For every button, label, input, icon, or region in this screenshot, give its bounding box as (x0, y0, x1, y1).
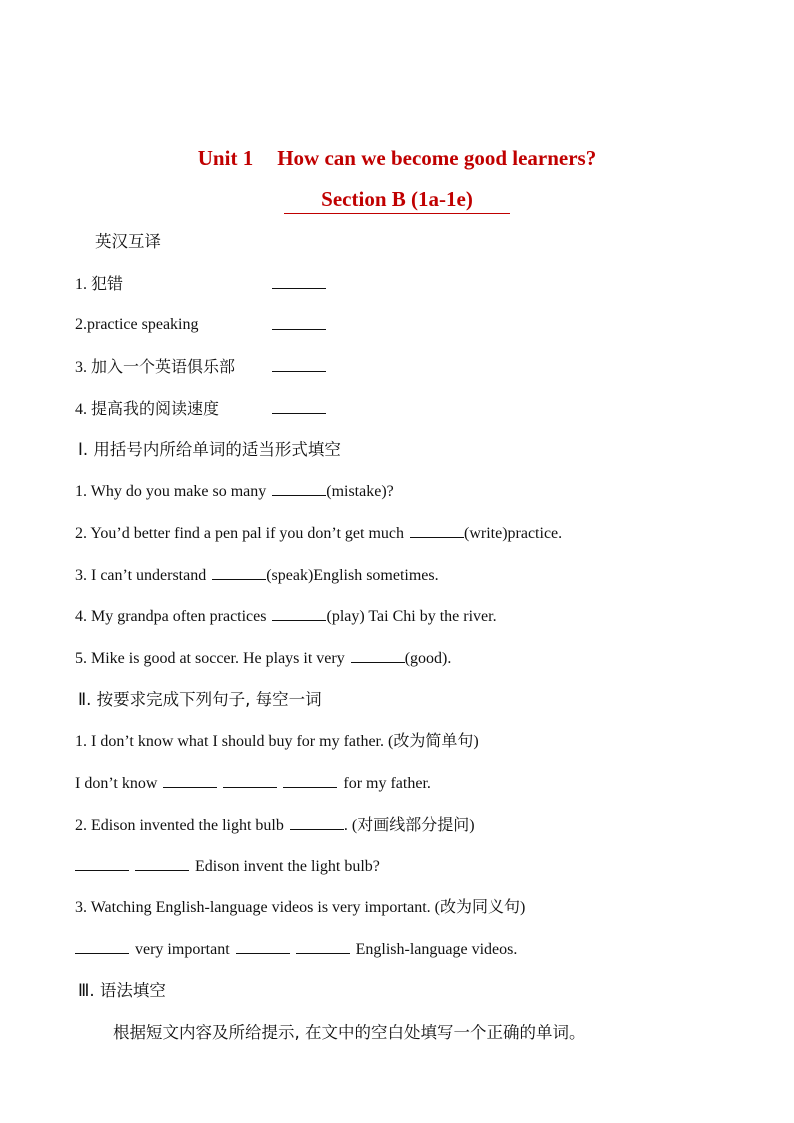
part2-heading: Ⅱ. 按要求完成下列句子, 每空一词 (78, 690, 322, 709)
sentence-text: 1. Why do you make so many (75, 483, 267, 500)
question-text: 2. Edison invented the light bulb (75, 817, 284, 834)
sentence-text: 4. My grandpa often practices (75, 608, 267, 625)
sentence-text: 5. Mike is good at soccer. He plays it very (75, 650, 345, 667)
answer-blank[interactable] (272, 274, 326, 289)
item-number: 2. (75, 316, 87, 333)
part2-question-3: 3. Watching English-language videos is very important. (改为同义句) (75, 899, 526, 916)
part0-item-3-blank (272, 357, 326, 378)
sentence-text: 2. You’d better find a pen pal if you don’t get much (75, 525, 404, 542)
hint-text: (mistake)? (326, 483, 394, 500)
answer-blank[interactable] (272, 606, 326, 621)
part2-question-2 (75, 815, 475, 836)
unit-question: How can we become good learners? (277, 146, 597, 170)
part0-item-1-blank (272, 274, 326, 295)
item-text: practice speaking (87, 316, 199, 333)
part2-answer-2 (75, 856, 380, 877)
underlined-part (290, 815, 344, 830)
part3-heading: Ⅲ. 语法填空 (78, 981, 166, 1000)
answer-prefix: I don’t know (75, 775, 158, 792)
hint-text: (play) Tai Chi by the river. (326, 608, 497, 625)
part3-instruction: 根据短文内容及所给提示, 在文中的空白处填写一个正确的单词。 (113, 1023, 586, 1042)
unit-title (0, 146, 794, 171)
item-number: 1. (75, 276, 87, 293)
part2-question-1: 1. I don’t know what I should buy for my father. (改为简单句) (75, 733, 479, 750)
part0-item-4-blank (272, 399, 326, 420)
answer-blank[interactable] (272, 481, 326, 496)
item-number: 4. (75, 401, 87, 418)
answer-blank[interactable] (272, 315, 326, 330)
hint-text: (write)practice. (463, 525, 563, 542)
part0-item-1 (75, 274, 123, 295)
answer-suffix: for my father. (343, 775, 431, 792)
sentence-text: 3. I can’t understand (75, 567, 207, 584)
answer-blank[interactable] (135, 856, 189, 871)
answer-suffix: Edison invent the light bulb? (195, 858, 380, 875)
section-title: Section B (1a-1e) (284, 187, 510, 214)
answer-blank[interactable] (75, 939, 129, 954)
part1-item-2 (75, 523, 562, 544)
question-instruction: . (对画线部分提问) (343, 817, 475, 834)
part2-answer-3 (75, 939, 517, 960)
answer-blank[interactable] (296, 939, 350, 954)
answer-blank[interactable] (212, 565, 266, 580)
hint-text: (good). (404, 650, 452, 667)
item-number: 3. (75, 359, 87, 376)
answer-blank[interactable] (410, 523, 464, 538)
part0-item-4 (75, 399, 219, 420)
item-text: 加入一个英语俱乐部 (91, 357, 236, 376)
answer-blank[interactable] (272, 399, 326, 414)
part1-item-1 (75, 481, 394, 502)
part0-item-2-blank (272, 315, 326, 336)
answer-suffix: English-language videos. (355, 941, 518, 958)
answer-blank[interactable] (351, 648, 405, 663)
part0-item-3 (75, 357, 235, 378)
part1-item-3 (75, 565, 439, 586)
part0-item-2 (75, 315, 199, 335)
item-text: 犯错 (91, 274, 124, 293)
part2-answer-1 (75, 773, 431, 794)
answer-blank[interactable] (163, 773, 217, 788)
answer-blank[interactable] (283, 773, 337, 788)
answer-blank[interactable] (236, 939, 290, 954)
item-text: 提高我的阅读速度 (91, 399, 220, 418)
answer-blank[interactable] (75, 856, 129, 871)
answer-blank[interactable] (272, 357, 326, 372)
part1-item-4 (75, 606, 497, 627)
answer-middle: very important (135, 941, 230, 958)
unit-number: Unit 1 (197, 146, 254, 170)
answer-blank[interactable] (223, 773, 277, 788)
hint-text: (speak)English sometimes. (266, 567, 439, 584)
part1-heading: Ⅰ. 用括号内所给单词的适当形式填空 (78, 440, 341, 459)
part0-heading: 英汉互译 (95, 232, 161, 251)
part1-item-5 (75, 648, 451, 669)
